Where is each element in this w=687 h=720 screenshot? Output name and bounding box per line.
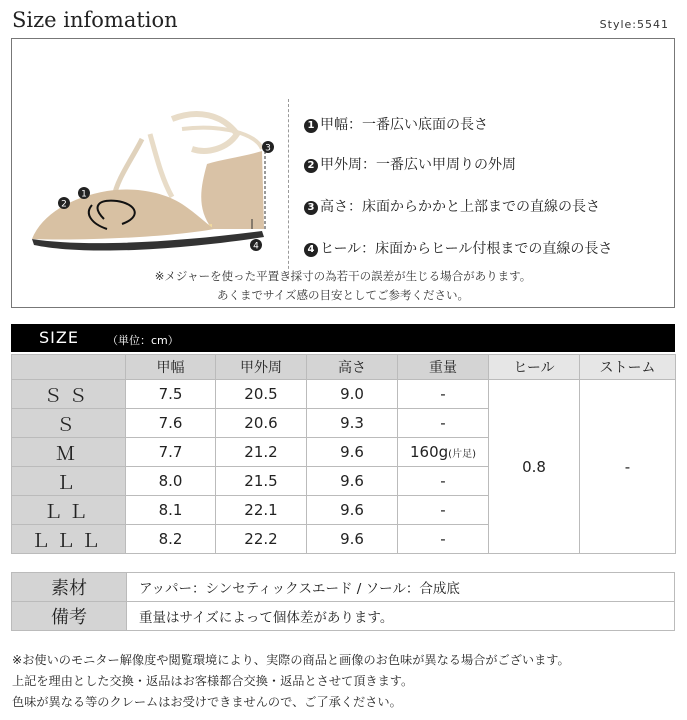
cell-girth: 21.5 [216,467,307,496]
cell-weight [398,496,489,525]
cell-width: 8.0 [126,467,216,496]
measurement-note [12,267,674,305]
cell-width: 8.1 [126,496,216,525]
table-row [12,380,676,409]
footnote-line: 上記を理由とした交換・返品はお客様都合交換・返品とさせて頂きます。 [12,674,414,688]
size-heading: SIZE [39,328,79,347]
diagram-marker-4-label: 4 [253,241,259,252]
weight-value: - [440,385,446,403]
cell-height: 9.6 [307,438,398,467]
header-weight: 重量 [398,355,489,380]
measurement-info-box [11,38,675,308]
cell-height: 9.6 [307,525,398,554]
shoe-illustration [22,79,282,259]
material-value: アッパー：シンセティックスエード / ソール：合成底 [127,573,675,602]
header-height: 高さ [307,355,398,380]
legend-number: 3 [304,201,318,215]
legend-text: 甲外周：一番広い甲周りの外周 [320,157,516,173]
footnote-line: ※お使いのモニター解像度や閲覧環境により、実際の商品と画像のお色味が異なる場合がございます。 [12,653,570,667]
header-width: 甲幅 [126,355,216,380]
legend-item-girth [304,155,516,175]
page-title: Size infomation [12,8,178,32]
cell-height: 9.6 [307,496,398,525]
size-label: ＳＳ [12,380,126,409]
cell-girth: 22.1 [216,496,307,525]
remarks-value: 重量はサイズによって個体差があります。 [127,602,675,631]
style-number: Style:5541 [599,18,669,31]
material-table [11,572,675,631]
weight-value: - [440,501,446,519]
cell-weight [398,409,489,438]
size-label: Ｍ [12,438,126,467]
cell-storm: - [580,380,676,554]
table-row [12,602,675,631]
legend-item-height [304,197,600,217]
cell-weight [398,438,489,467]
size-label: Ｓ [12,409,126,438]
header-corner [12,355,126,380]
diagram-marker-2-label: 2 [61,199,67,210]
size-unit: （単位：cm） [107,334,179,347]
legend-number: 4 [304,243,318,257]
cell-height: 9.0 [307,380,398,409]
legend-number: 1 [304,119,318,133]
legend-item-heel [304,239,612,259]
diagram-marker-1-label: 1 [81,189,87,200]
note-line-2: あくまでサイズ感の目安としてご参考ください。 [216,288,470,302]
divider [288,99,289,279]
cell-weight [398,525,489,554]
size-header-bar [11,324,675,352]
legend-text: ヒール：床面からヒール付根までの直線の長さ [320,241,613,257]
weight-value: - [440,472,446,490]
legend-text: 高さ：床面からかかと上部までの直線の長さ [320,199,600,215]
size-label: ＬＬ [12,496,126,525]
cell-width: 8.2 [126,525,216,554]
header-heel: ヒール [489,355,580,380]
legend-text: 甲幅：一番広い底面の長さ [320,117,488,133]
cell-width: 7.7 [126,438,216,467]
note-line-1: ※メジャーを使った平置き採寸の為若干の誤差が生じる場合があります。 [154,269,532,283]
footnotes [12,650,570,713]
cell-weight [398,467,489,496]
legend-number: 2 [304,159,318,173]
table-header-row [12,355,676,380]
material-label: 素材 [12,573,127,602]
cell-weight [398,380,489,409]
header-girth: 甲外周 [216,355,307,380]
cell-height: 9.3 [307,409,398,438]
cell-heel: 0.8 [489,380,580,554]
cell-width: 7.5 [126,380,216,409]
diagram-marker-3-label: 3 [265,143,271,154]
legend-item-width [304,115,488,135]
shoe-diagram [22,79,282,252]
weight-note: (片足) [448,449,476,460]
weight-value: - [440,530,446,548]
cell-girth: 20.5 [216,380,307,409]
weight-value: 160g [410,443,449,461]
header-storm: ストーム [580,355,676,380]
cell-height: 9.6 [307,467,398,496]
size-label: ＬＬＬ [12,525,126,554]
cell-width: 7.6 [126,409,216,438]
footnote-line: 色味が異なる等のクレームはお受けできませんので、ご了承ください。 [12,695,402,709]
weight-value: - [440,414,446,432]
cell-girth: 20.6 [216,409,307,438]
table-row [12,573,675,602]
cell-girth: 22.2 [216,525,307,554]
remarks-label: 備考 [12,602,127,631]
cell-girth: 21.2 [216,438,307,467]
size-table [11,354,676,554]
size-label: Ｌ [12,467,126,496]
